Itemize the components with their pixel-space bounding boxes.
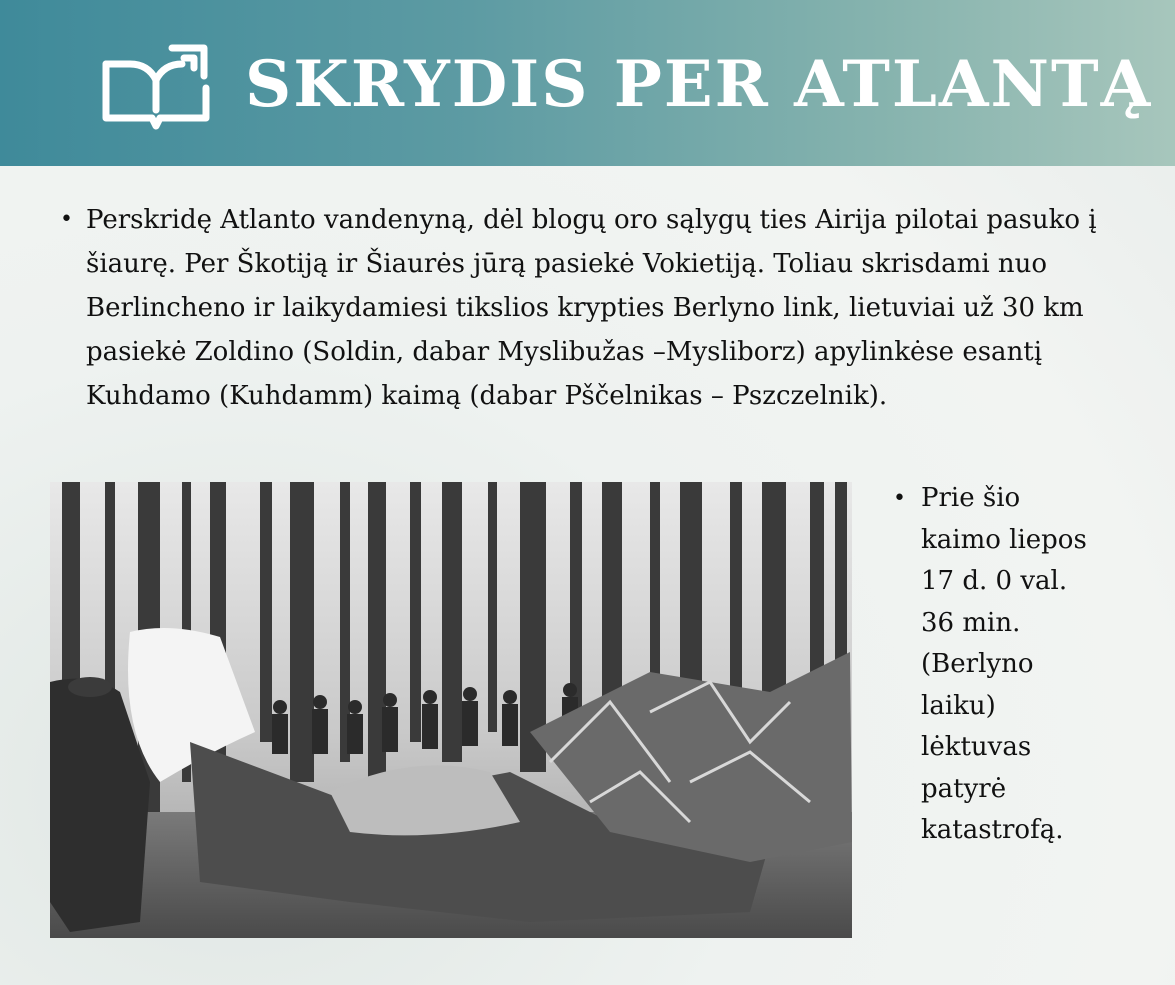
open-book-icon [100, 40, 212, 132]
header-banner [0, 0, 1175, 166]
main-bullet [60, 198, 1140, 418]
bullet-marker: • [893, 486, 906, 511]
side-paragraph: Prie šio kaimo liepos 17 d. 0 val. 36 min. (Berlyno laiku) lėktuvas patyrė katastrofą. [921, 483, 1087, 845]
side-bullet [893, 478, 1153, 852]
bullet-marker: • [60, 207, 73, 232]
crash-photo [50, 482, 852, 938]
page-title: SKRYDIS PER ATLANTĄ [245, 47, 1153, 122]
main-paragraph: Perskridę Atlanto vandenyną, dėl blogų oro sąlygų ties Airija pilotai pasuko į šiaurę. Per Škotiją ir Šiaurės jūrą pasiekė Vokietiją. Toliau skrisdami nuo Berlincheno ir laikydamiesi tikslios krypties Berlyno link, lietuviai už 30 km pasiekė Zoldino (Soldin, dabar Myslibužas –Mysliborz) apylinkėse esantį Kuhdamo (Kuhdamm) kaimą (dabar Pščelnikas – Pszczelnik). [86, 205, 1097, 411]
